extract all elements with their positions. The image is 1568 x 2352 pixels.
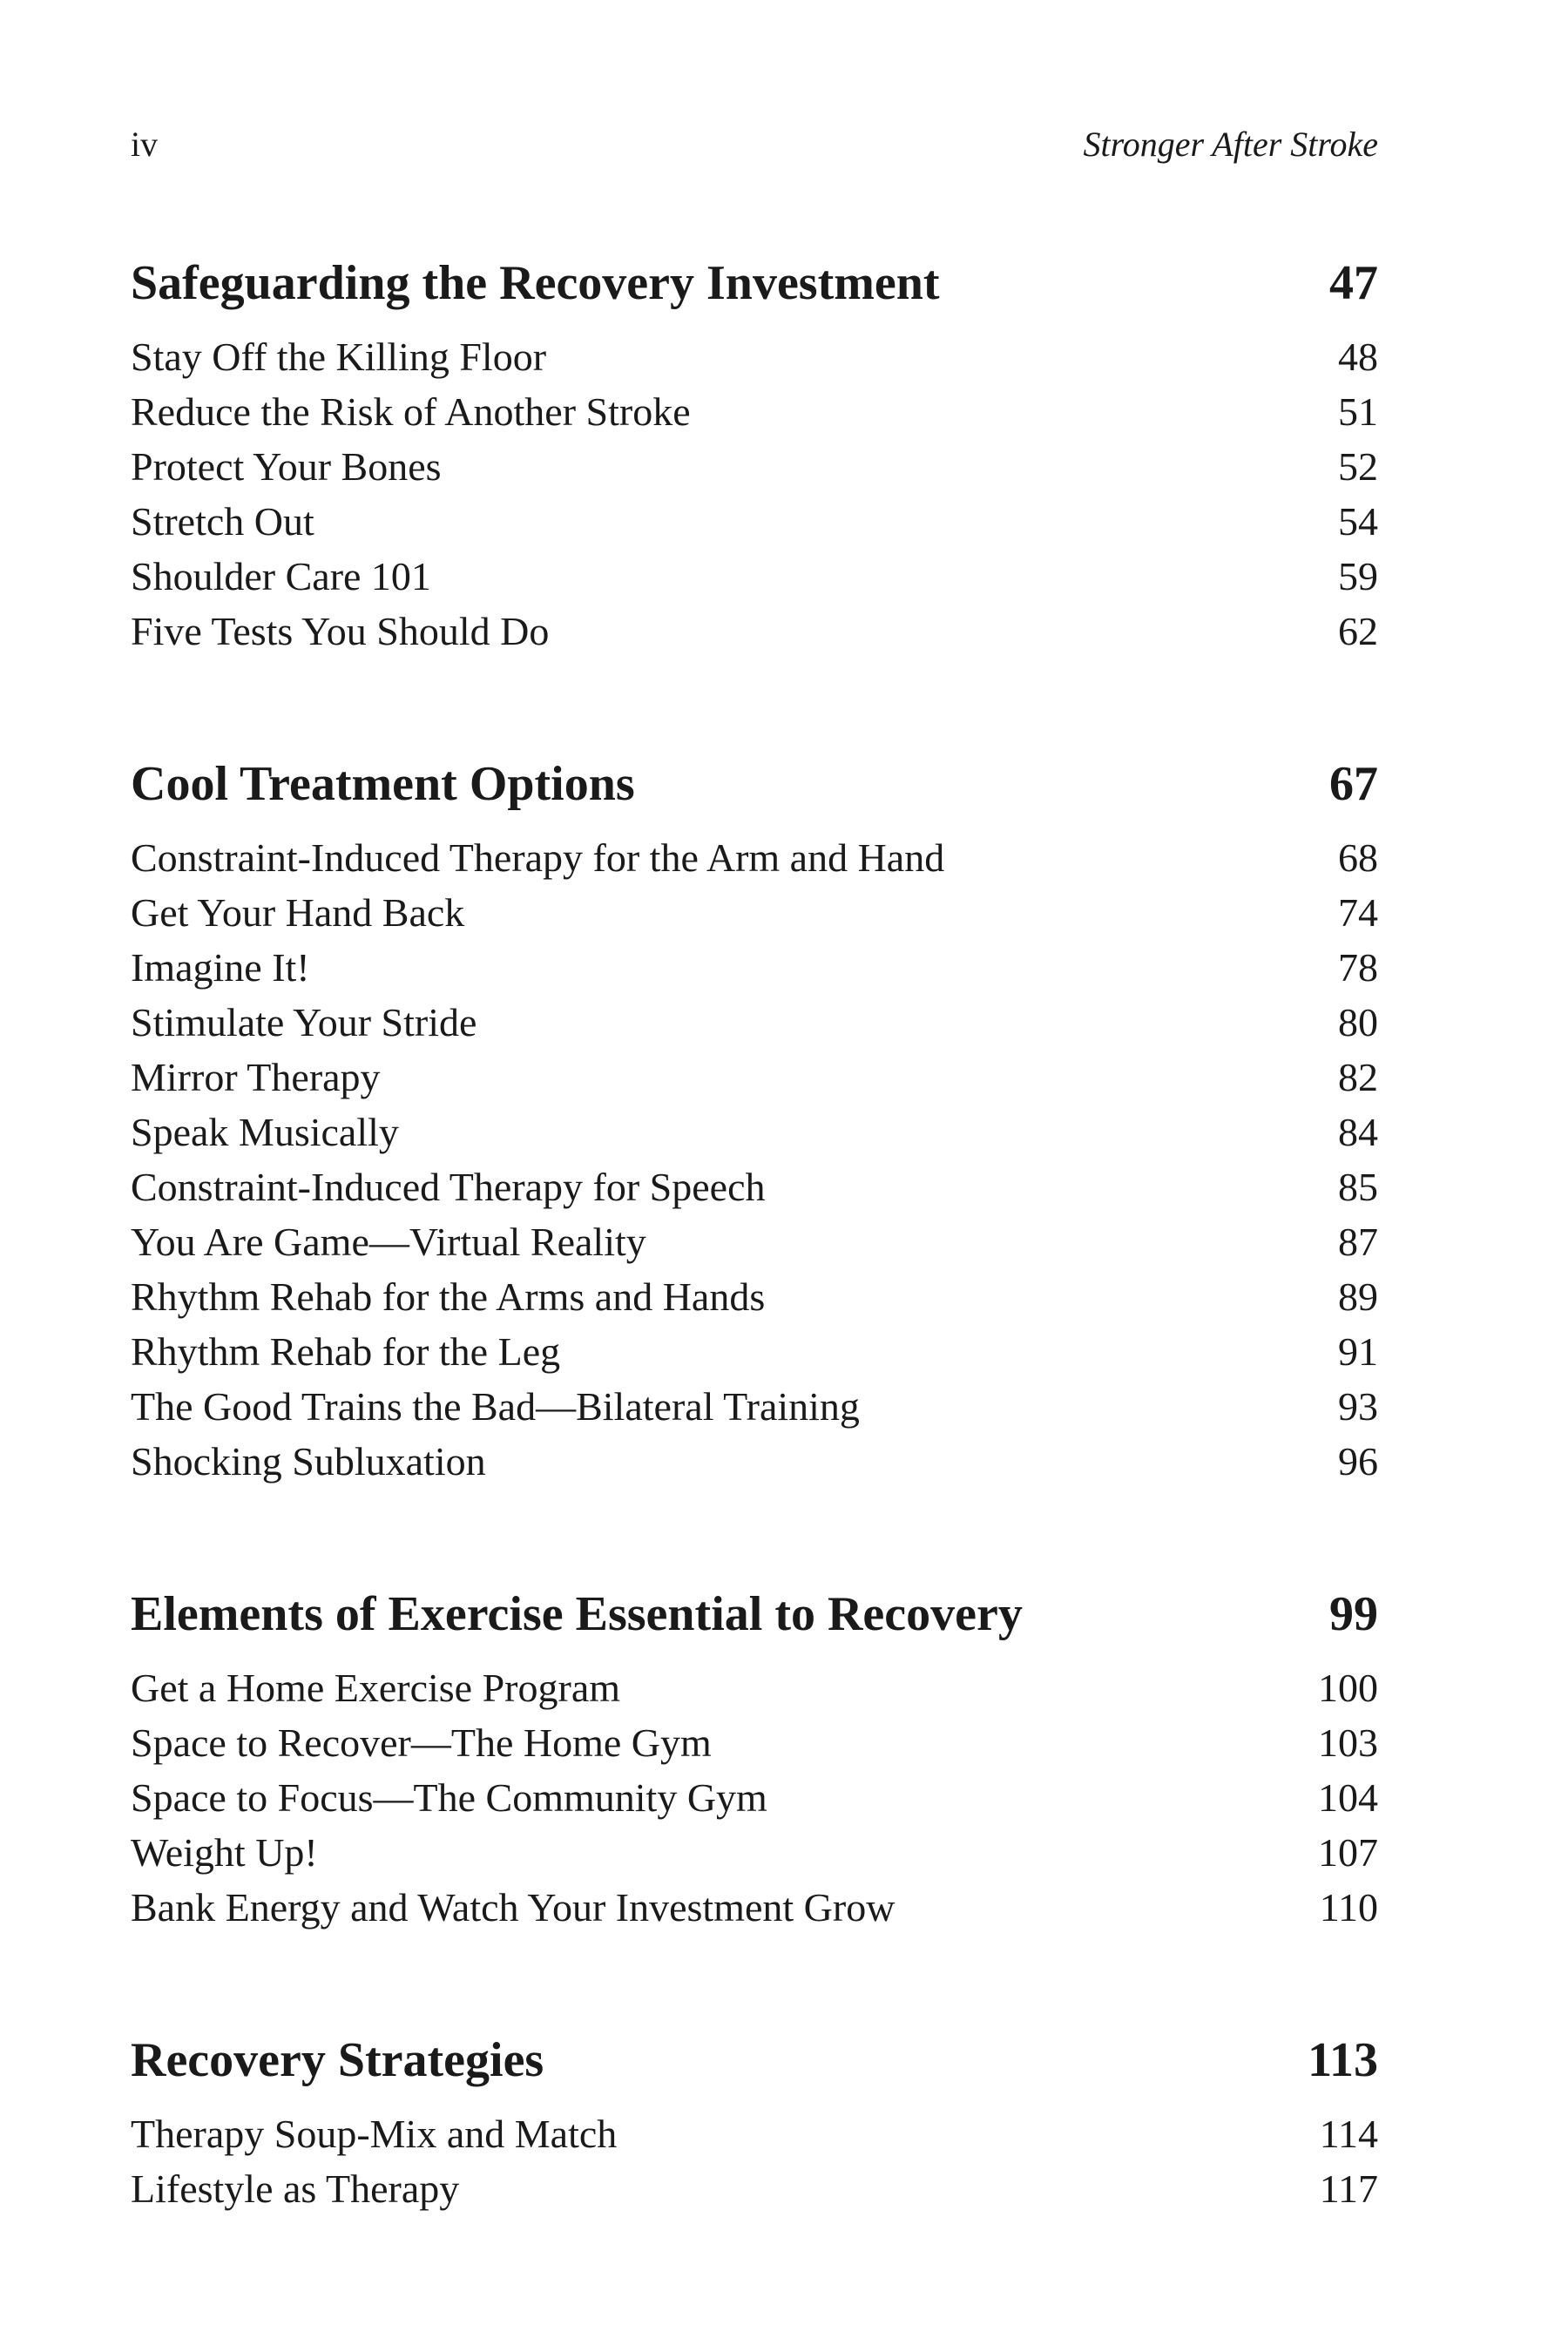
entry-title: Constraint-Induced Therapy for Speech [131, 1165, 766, 1209]
entry-title: Stimulate Your Stride [131, 1000, 477, 1044]
toc-section-exercise [131, 1584, 1378, 1935]
entry-title: Therapy Soup-Mix and Match [131, 2112, 618, 2156]
entry-title: Imagine It! [131, 945, 310, 990]
entry-title: Stretch Out [131, 499, 314, 544]
toc-entry[interactable] [131, 1269, 1378, 1324]
section-page: 47 [1329, 256, 1378, 310]
entry-page: 48 [1338, 335, 1378, 379]
section-page: 99 [1329, 1587, 1378, 1641]
section-title: Cool Treatment Options [131, 757, 635, 811]
entry-title: You Are Game—Virtual Reality [131, 1220, 646, 1264]
toc-entry[interactable] [131, 1770, 1378, 1825]
entry-title: Five Tests You Should Do [131, 609, 550, 653]
entry-title: Lifestyle as Therapy [131, 2166, 460, 2211]
toc-entry[interactable] [131, 1880, 1378, 1935]
entry-page: 103 [1318, 1720, 1378, 1765]
entry-title: Weight Up! [131, 1830, 318, 1875]
entry-title: Protect Your Bones [131, 444, 442, 489]
entry-page: 117 [1319, 2166, 1378, 2211]
section-title: Elements of Exercise Essential to Recovery [131, 1587, 1023, 1641]
entry-title: Rhythm Rehab for the Arms and Hands [131, 1274, 766, 1319]
section-heading[interactable] [131, 1584, 1378, 1645]
entry-title: The Good Trains the Bad—Bilateral Training [131, 1384, 860, 1429]
toc-section-cool-treatment [131, 754, 1378, 1489]
entry-page: 114 [1319, 2112, 1378, 2156]
entry-title: Constraint-Induced Therapy for the Arm and Hand [131, 835, 945, 880]
entry-title: Shoulder Care 101 [131, 554, 431, 598]
toc-entry[interactable] [131, 1660, 1378, 1715]
entry-page: 89 [1338, 1274, 1378, 1319]
entry-page: 52 [1338, 444, 1378, 489]
entry-page: 78 [1338, 945, 1378, 990]
entry-title: Reduce the Risk of Another Stroke [131, 389, 691, 434]
section-heading[interactable] [131, 754, 1378, 814]
page-folio: iv [131, 125, 159, 164]
entry-title: Space to Recover—The Home Gym [131, 1720, 712, 1765]
section-page: 113 [1308, 2033, 1378, 2087]
toc-section-safeguarding [131, 253, 1378, 659]
entry-page: 68 [1338, 835, 1378, 880]
section-title: Recovery Strategies [131, 2033, 544, 2087]
toc-entry[interactable] [131, 1379, 1378, 1434]
toc-entry[interactable] [131, 1105, 1378, 1159]
toc-entry[interactable] [131, 2161, 1378, 2216]
entry-page: 87 [1338, 1220, 1378, 1264]
section-title: Safeguarding the Recovery Investment [131, 256, 940, 310]
toc-entry[interactable] [131, 494, 1378, 549]
entry-page: 100 [1318, 1666, 1378, 1710]
toc-entry[interactable] [131, 604, 1378, 659]
entry-page: 59 [1338, 554, 1378, 598]
entry-page: 104 [1318, 1775, 1378, 1820]
entry-title: Shocking Subluxation [131, 1439, 486, 1484]
entry-page: 80 [1338, 1000, 1378, 1044]
toc-entry[interactable] [131, 384, 1378, 439]
toc-entry[interactable] [131, 940, 1378, 995]
entry-page: 85 [1338, 1165, 1378, 1209]
entry-page: 91 [1338, 1329, 1378, 1374]
toc-entry[interactable] [131, 1434, 1378, 1489]
entry-page: 62 [1338, 609, 1378, 653]
entry-page: 93 [1338, 1384, 1378, 1429]
toc-entry[interactable] [131, 1324, 1378, 1379]
toc-entry[interactable] [131, 439, 1378, 494]
section-heading[interactable] [131, 2030, 1378, 2091]
entry-page: 110 [1319, 1885, 1378, 1930]
entry-title: Get Your Hand Back [131, 890, 465, 935]
toc-entry[interactable] [131, 329, 1378, 384]
entry-title: Stay Off the Killing Floor [131, 335, 547, 379]
entry-page: 82 [1338, 1055, 1378, 1099]
toc-entry[interactable] [131, 1214, 1378, 1269]
entry-page: 54 [1338, 499, 1378, 544]
section-heading[interactable] [131, 253, 1378, 314]
toc-entry[interactable] [131, 830, 1378, 885]
entry-page: 96 [1338, 1439, 1378, 1484]
running-head [131, 124, 1378, 167]
section-page: 67 [1329, 757, 1378, 811]
toc-entry[interactable] [131, 549, 1378, 604]
toc-entry[interactable] [131, 885, 1378, 940]
toc-entry[interactable] [131, 2106, 1378, 2161]
book-title: Stronger After Stroke [1083, 125, 1378, 164]
entry-page: 84 [1338, 1110, 1378, 1154]
toc-entry[interactable] [131, 995, 1378, 1050]
entry-page: 107 [1318, 1830, 1378, 1875]
toc-entry[interactable] [131, 1825, 1378, 1880]
entry-page: 51 [1338, 389, 1378, 434]
toc-entry[interactable] [131, 1159, 1378, 1214]
entry-title: Rhythm Rehab for the Leg [131, 1329, 561, 1374]
entry-title: Speak Musically [131, 1110, 399, 1154]
entry-title: Bank Energy and Watch Your Investment Grow [131, 1885, 896, 1930]
toc-entry[interactable] [131, 1050, 1378, 1105]
toc-section-recovery-strategies [131, 2030, 1378, 2216]
entry-title: Mirror Therapy [131, 1055, 381, 1099]
entry-title: Get a Home Exercise Program [131, 1666, 621, 1710]
entry-page: 74 [1338, 890, 1378, 935]
entry-title: Space to Focus—The Community Gym [131, 1775, 767, 1820]
toc-entry[interactable] [131, 1715, 1378, 1770]
